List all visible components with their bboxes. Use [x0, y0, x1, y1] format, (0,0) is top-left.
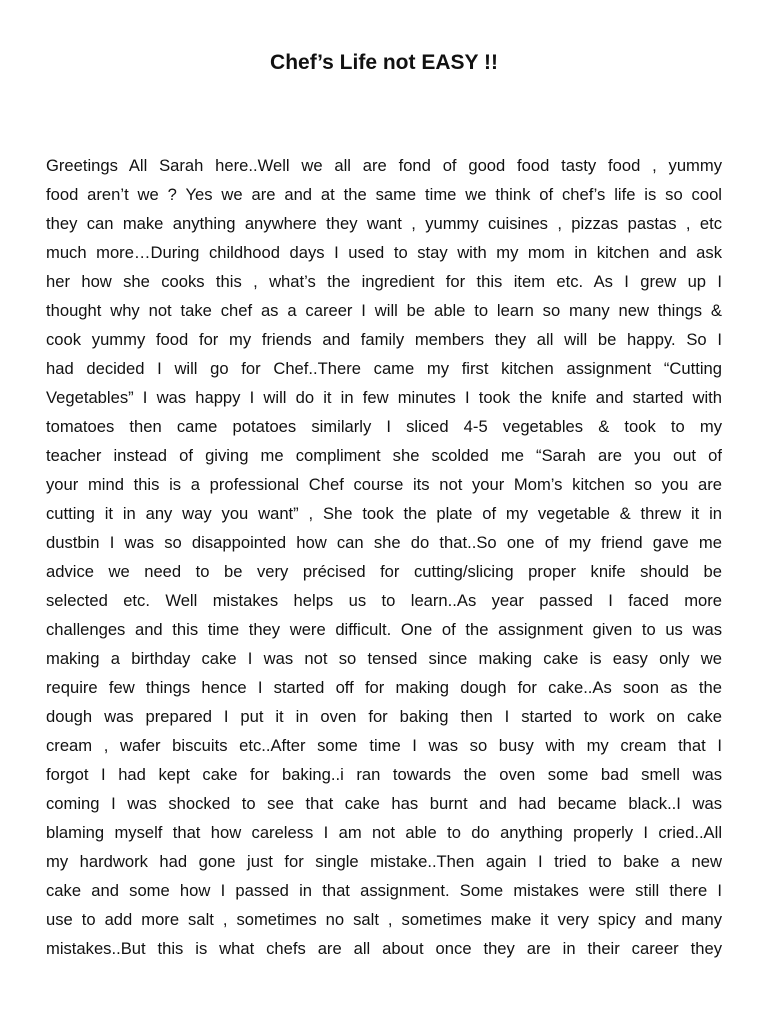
- paragraph-line: cake and some how I passed in that assignment. Some mistakes were still there I: [46, 881, 722, 900]
- paragraph-line: had decided I will go for Chef..There came my first kitchen assignment “Cutting: [46, 359, 722, 378]
- paragraph-line: selected etc. Well mistakes helps us to learn..As year passed I faced more: [46, 591, 722, 610]
- paragraph-line: challenges and this time they were difficult. One of the assignment given to us was: [46, 620, 722, 639]
- paragraph-line: tomatoes then came potatoes similarly I sliced 4-5 vegetables & took to my: [46, 417, 722, 436]
- page-title: Chef’s Life not EASY !!: [270, 51, 498, 74]
- paragraph-line: they can make anything anywhere they want , yummy cuisines , pizzas pastas , etc: [46, 214, 722, 233]
- paragraph-line: dough was prepared I put it in oven for baking then I started to work on cake: [46, 707, 722, 726]
- paragraph-line: much more…During childhood days I used to stay with my mom in kitchen and ask: [46, 243, 722, 262]
- paragraph-line: my hardwork had gone just for single mistake..Then again I tried to bake a new: [46, 852, 722, 871]
- paragraph-line: cook yummy food for my friends and family members they all will be happy. So I: [46, 330, 722, 349]
- paragraph-line: teacher instead of giving me compliment she scolded me “Sarah are you out of: [46, 446, 722, 465]
- paragraph-line: cutting it in any way you want” , She took the plate of my vegetable & threw it in: [46, 504, 722, 523]
- paragraph-line: her how she cooks this , what’s the ingredient for this item etc. As I grew up I: [46, 272, 722, 291]
- paragraph-line: making a birthday cake I was not so tensed since making cake is easy only we: [46, 649, 722, 668]
- paragraph-line: blaming myself that how careless I am not able to do anything properly I cried..All: [46, 823, 722, 842]
- paragraph-line: Vegetables” I was happy I will do it in few minutes I took the knife and started with: [46, 388, 722, 407]
- paragraph-line: Greetings All Sarah here..Well we all are fond of good food tasty food , yummy: [46, 156, 722, 175]
- paragraph-line: cream , wafer biscuits etc..After some time I was so busy with my cream that I: [46, 736, 722, 755]
- paragraph-line: your mind this is a professional Chef course its not your Mom’s kitchen so you are: [46, 475, 722, 494]
- paragraph-line: thought why not take chef as a career I will be able to learn so many new things &: [46, 301, 722, 320]
- paragraph-line: food aren’t we ? Yes we are and at the same time we think of chef’s life is so cool: [46, 185, 722, 204]
- paragraph-line: forgot I had kept cake for baking..i ran towards the oven some bad smell was: [46, 765, 722, 784]
- paragraph-line: require few things hence I started off for making dough for cake..As soon as the: [46, 678, 722, 697]
- paragraph-line: advice we need to be very précised for cutting/slicing proper knife should be: [46, 562, 722, 581]
- paragraph-line: coming I was shocked to see that cake has burnt and had became black..I was: [46, 794, 722, 813]
- paragraph-line: use to add more salt , sometimes no salt , sometimes make it very spicy and many: [46, 910, 722, 929]
- paragraph-line: mistakes..But this is what chefs are all about once they are in their career they: [46, 939, 722, 958]
- paragraph-line: dustbin I was so disappointed how can she do that..So one of my friend gave me: [46, 533, 722, 552]
- body-paragraph: [46, 151, 722, 963]
